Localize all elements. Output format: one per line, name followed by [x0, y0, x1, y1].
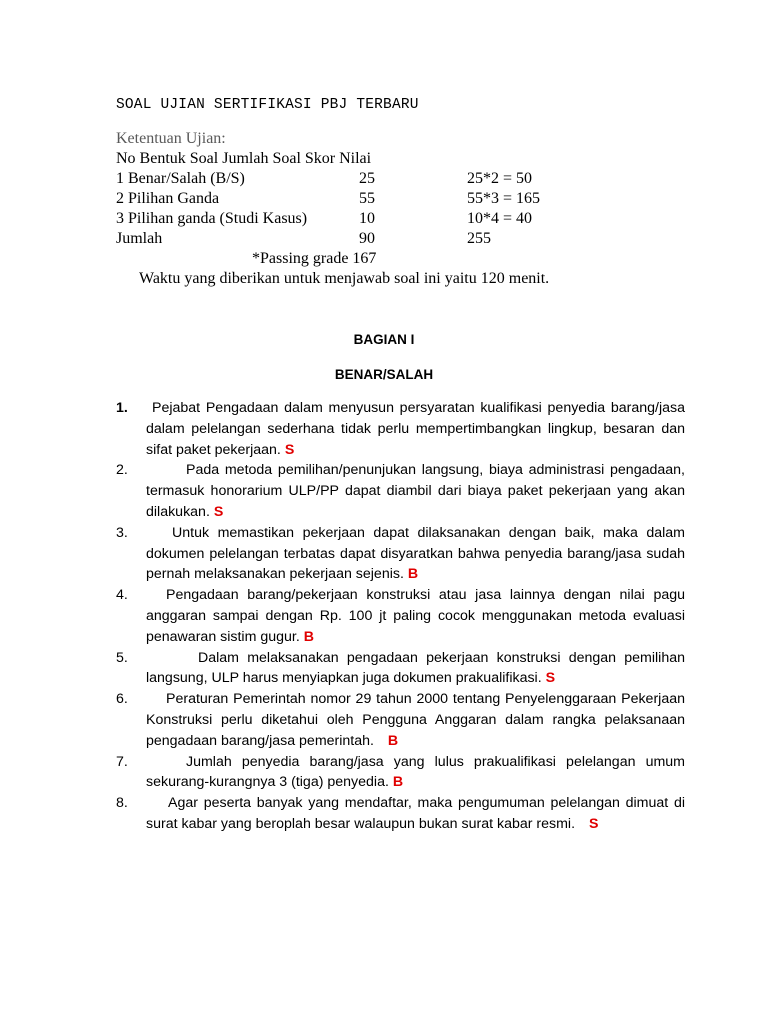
rules-row-score: 255 — [467, 230, 491, 247]
rules-row — [116, 169, 616, 189]
answer-key: S — [588, 815, 599, 832]
question-number: 6. — [116, 691, 128, 708]
section-subtitle: BENAR/SALAH — [334, 367, 434, 382]
rules-row-name: 2 Pilihan Ganda — [116, 190, 220, 207]
question-item — [116, 398, 685, 460]
passing-grade: *Passing grade 167 — [252, 250, 377, 267]
answer-key: S — [284, 441, 295, 458]
question-body — [146, 523, 685, 585]
question-body — [146, 793, 685, 835]
answer-key: S — [545, 670, 556, 687]
question-body — [146, 585, 685, 647]
question-number: 2. — [116, 462, 128, 479]
question-text: Dalam melaksanakan pengadaan pekerjaan konstruksi dengan pemilihan langsung, ULP harus menyiapkan juga dokumen prakualifikasi. — [146, 649, 685, 687]
rules-row-count: 25 — [359, 170, 375, 187]
rules-label: Ketentuan Ujian: — [116, 130, 226, 147]
rules-row-name: Jumlah — [116, 230, 163, 247]
time-note: Waktu yang diberikan untuk menjawab soal ini yaitu 120 menit. — [139, 270, 550, 287]
question-number: 3. — [116, 524, 128, 541]
rules-table-header — [116, 149, 616, 169]
answer-key: B — [303, 628, 314, 645]
question-body — [146, 689, 685, 751]
question-number: 7. — [116, 753, 128, 770]
question-text: Pejabat Pengadaan dalam menyusun persyaratan kualifikasi penyedia barang/jasa dalam pelelangan sederhana tidak perlu mempertimbangkan lingkup, besaran dan sifat paket pekerjaan. — [146, 400, 685, 458]
rules-row — [116, 209, 616, 229]
question-item — [116, 752, 685, 794]
question-body — [146, 752, 685, 794]
rules-header-text: No Bentuk Soal Jumlah Soal Skor Nilai — [116, 150, 372, 167]
question-text: Pada metoda pemilihan/penunjukan langsung, biaya administrasi pengadaan, termasuk honorarium ULP/PP dapat diambil dari biaya paket pekerjaan yang akan dilakukan. — [146, 462, 685, 520]
rules-table — [116, 149, 616, 249]
question-item — [116, 689, 685, 751]
question-item — [116, 585, 685, 647]
question-text: Peraturan Pemerintah nomor 29 tahun 2000 tentang Penyelenggaraan Pekerjaan Konstruksi perlu diketahui oleh Pengguna Anggaran dalam rangka pelaksanaan pengadaan barang/jasa pemerintah. — [146, 691, 685, 749]
question-item — [116, 460, 685, 522]
rules-row-count: 55 — [359, 190, 375, 207]
question-body — [146, 460, 685, 522]
document-title: SOAL UJIAN SERTIFIKASI PBJ TERBARU — [116, 97, 419, 113]
question-item — [116, 523, 685, 585]
section-title: BAGIAN I — [353, 332, 415, 347]
rules-row-count: 90 — [359, 230, 375, 247]
rules-row-score: 25*2 = 50 — [467, 170, 533, 187]
question-text: Pengadaan barang/pekerjaan konstruksi atau jasa lainnya dengan nilai pagu anggaran sampai dengan Rp. 100 jt paling cocok menggunakan metoda evaluasi penawaran sistim gugur. — [146, 587, 685, 645]
question-number: 4. — [116, 587, 128, 604]
rules-row-score: 10*4 = 40 — [467, 210, 533, 227]
question-list — [116, 398, 685, 835]
answer-key: B — [387, 732, 399, 749]
answer-key: B — [407, 566, 419, 583]
question-text: Untuk memastikan pekerjaan dapat dilaksanakan dengan baik, maka dalam dokumen pelelangan terbatas dapat disyaratkan bahwa penyedia barang/jasa sudah pernah melaksanakan pekerjaan sejenis. — [146, 524, 685, 583]
question-text: Agar peserta banyak yang mendaftar, maka pengumuman pelelangan dimuat di surat kabar yang beroplah besar walaupun bukan surat kabar resmi. — [146, 795, 685, 832]
question-body — [146, 648, 685, 690]
rules-row-score: 55*3 = 165 — [467, 190, 541, 207]
rules-row-name: 1 Benar/Salah (B/S) — [116, 170, 245, 187]
question-text: Jumlah penyedia barang/jasa yang lulus prakualifikasi pelelangan umum sekurang-kurangnya 3 (tiga) penyedia. — [146, 753, 685, 791]
question-body — [146, 398, 685, 460]
answer-key: B — [392, 774, 404, 791]
question-item — [116, 648, 685, 690]
rules-row-count: 10 — [359, 210, 375, 227]
question-number: 5. — [116, 649, 128, 666]
rules-row — [116, 189, 616, 209]
rules-row-total — [116, 229, 616, 249]
rules-row-name: 3 Pilihan ganda (Studi Kasus) — [116, 210, 308, 227]
answer-key: S — [213, 503, 224, 520]
question-number: 1. — [116, 400, 128, 416]
question-item — [116, 793, 685, 835]
question-number: 8. — [116, 795, 128, 812]
